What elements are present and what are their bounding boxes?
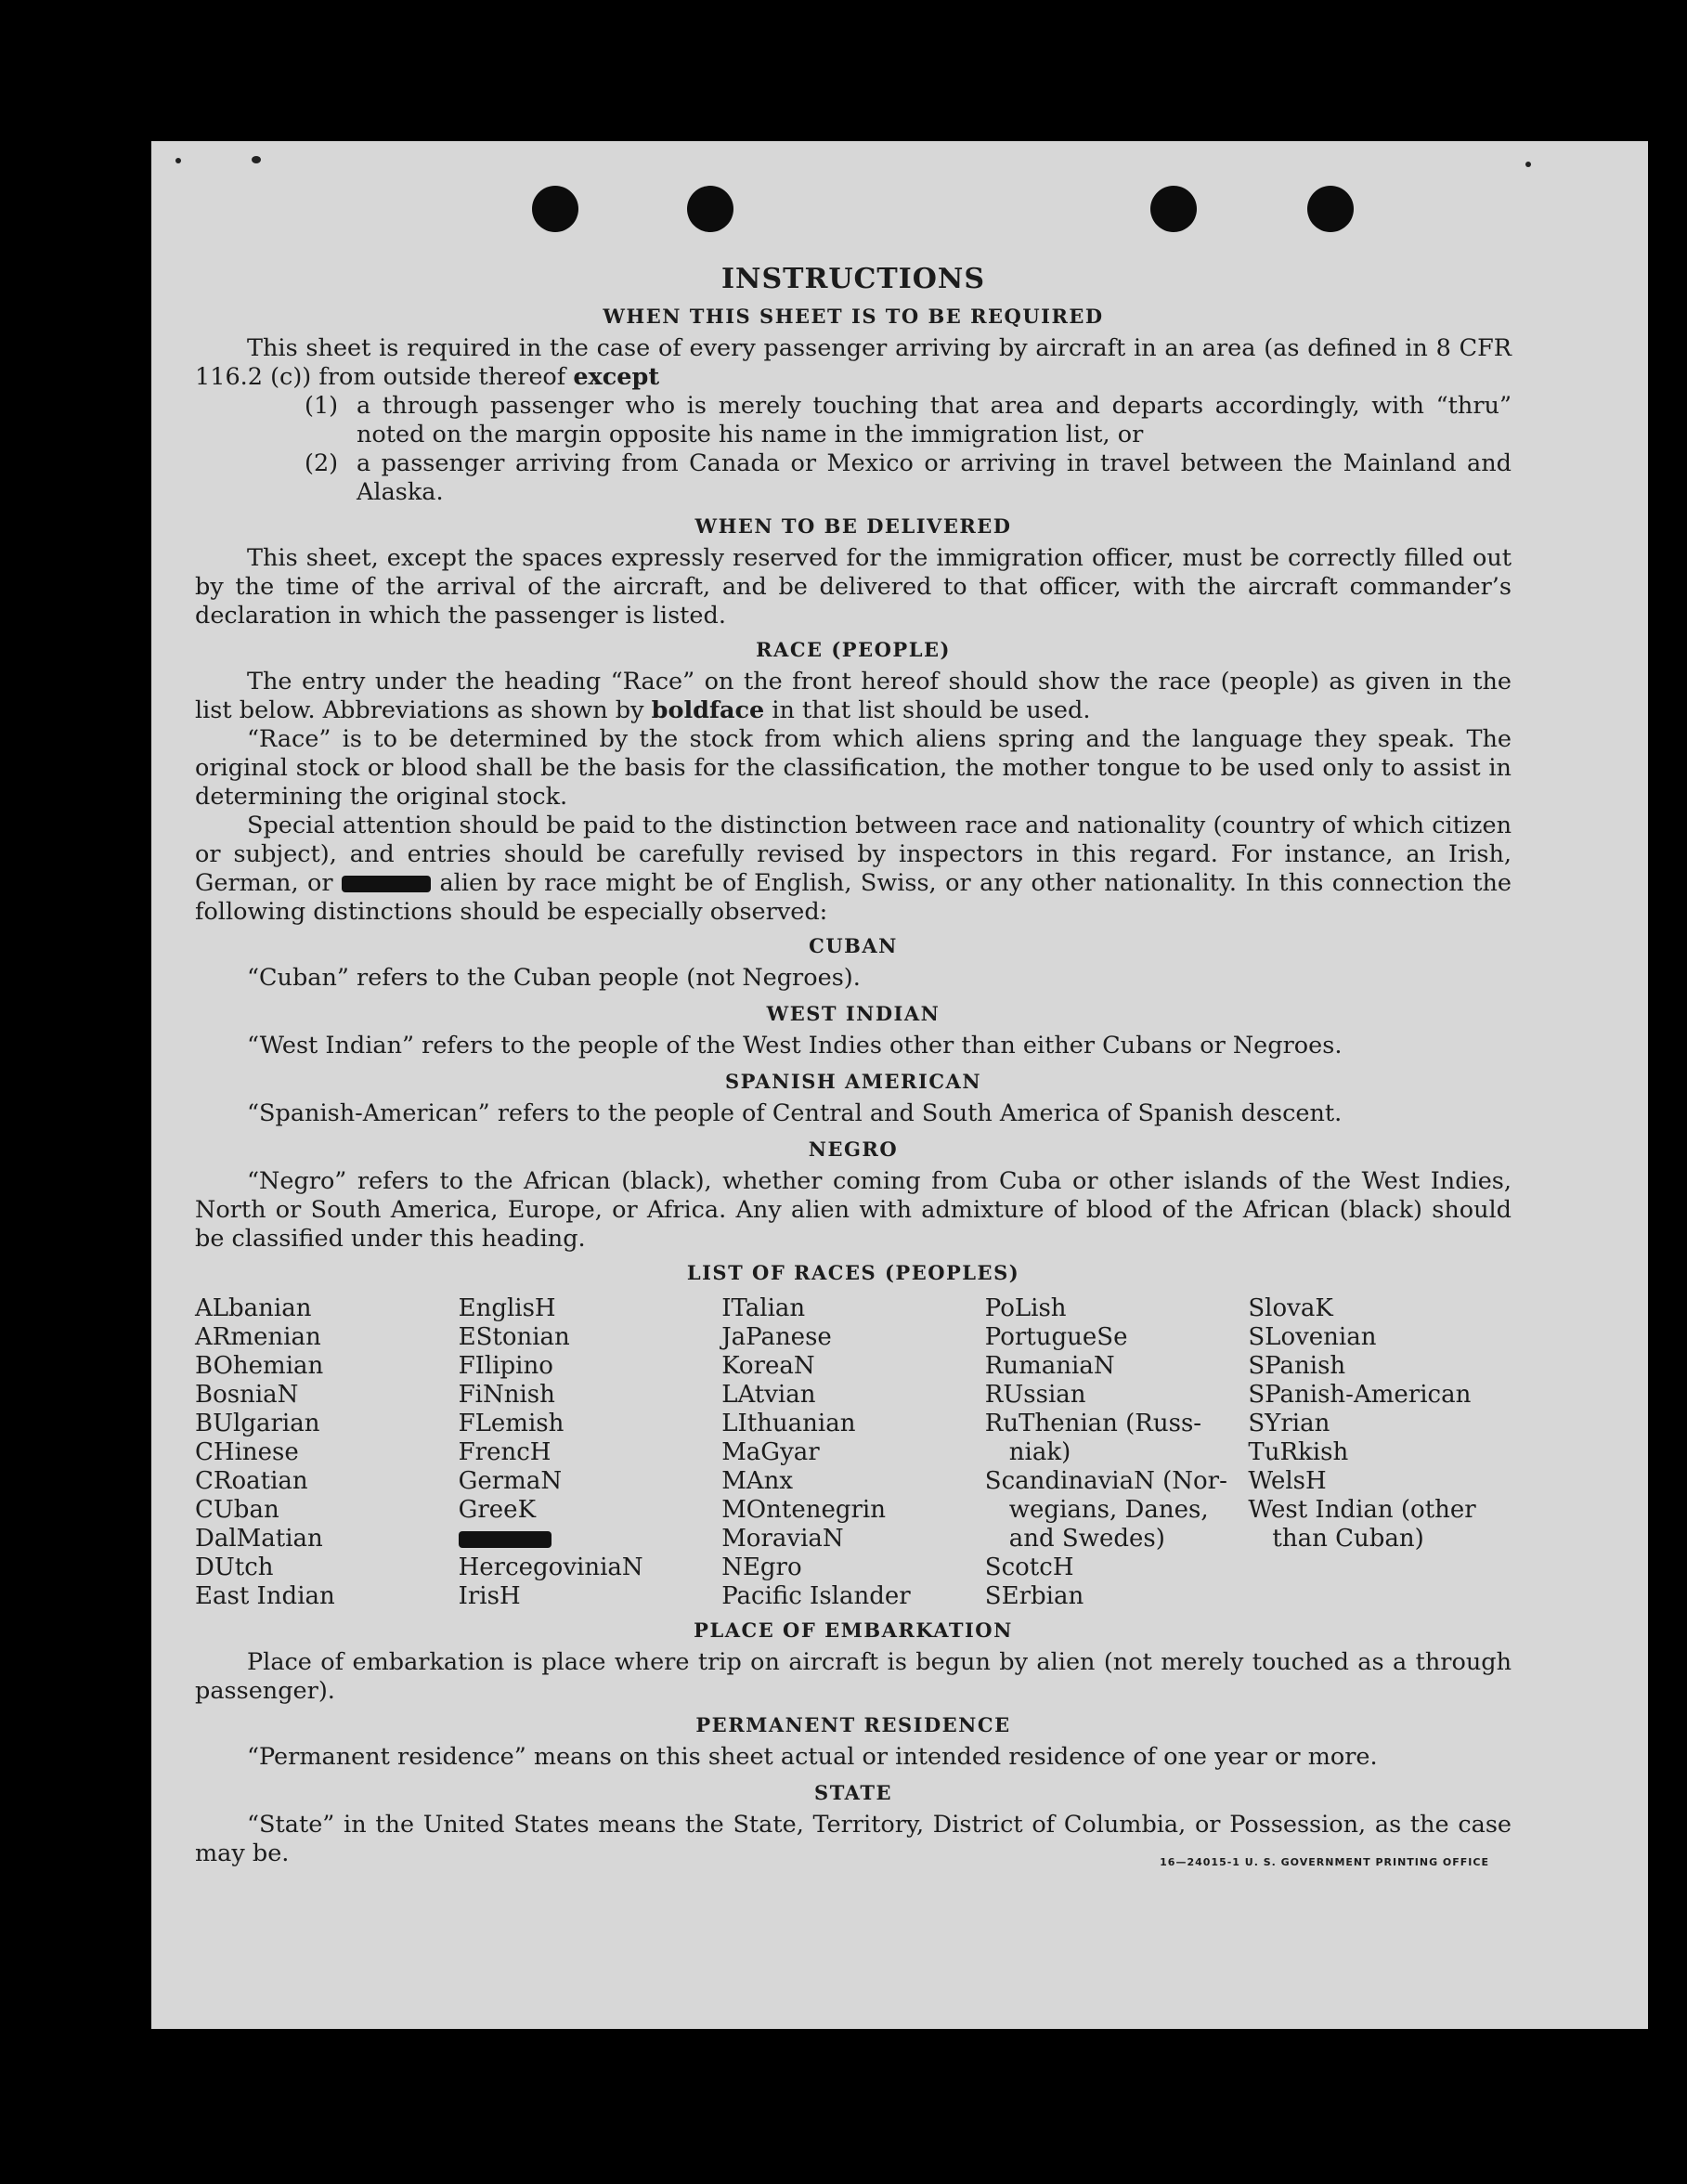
- race-entry: RumaniaN: [984, 1352, 1115, 1380]
- cuban-text: “Cuban” refers to the Cuban people (not Negroes).: [247, 964, 861, 992]
- negro-text: “Negro” refers to the African (black), whether coming from Cuba or other islands of the West Indies, North or South America, Europe, or Africa. Any alien with admixture of blood of the African (black) should be classified under this heading.: [195, 1167, 1512, 1253]
- race-entry: PortugueSe: [984, 1323, 1128, 1351]
- page-title: INSTRUCTIONS: [721, 263, 985, 295]
- printer-mark: 16—24015-1 U. S. GOVERNMENT PRINTING OFFICE: [1160, 1856, 1489, 1868]
- race-entry: CUban: [195, 1496, 279, 1524]
- race-entry: SPanish-American: [1248, 1381, 1472, 1409]
- race-entry: SErbian: [984, 1582, 1084, 1610]
- race-entry: PoLish: [984, 1294, 1067, 1322]
- race-entry: MOntenegrin: [721, 1496, 886, 1524]
- race-entry: RUssian: [984, 1381, 1086, 1409]
- punch-hole: [532, 186, 578, 232]
- race-entry: JaPanese: [721, 1323, 832, 1351]
- race-paragraph-2: “Race” is to be determined by the stock from which aliens spring and the language they speak. The original stock or blood shall be the basis for the classification, the mother tongue to be used only to assist in determining the original stock.: [195, 725, 1512, 811]
- race-entry: SlovaK: [1248, 1294, 1333, 1322]
- race-entry: MaGyar: [721, 1438, 820, 1466]
- race-entry: GermaN: [458, 1467, 563, 1495]
- punch-hole: [687, 186, 733, 232]
- race-entry: KoreaN: [721, 1352, 815, 1380]
- race-entry: FiNnish: [458, 1381, 555, 1409]
- race-entry: BUlgarian: [195, 1410, 320, 1437]
- race-entry: FLemish: [458, 1410, 564, 1437]
- race-entry: CRoatian: [195, 1467, 308, 1495]
- race-entry: and Swedes): [1008, 1525, 1165, 1553]
- heading-cuban: CUBAN: [809, 934, 898, 957]
- race-entry: DalMatian: [195, 1525, 323, 1553]
- heading-negro: NEGRO: [808, 1138, 899, 1161]
- race-entry: SYrian: [1248, 1410, 1330, 1437]
- race-entry: ALbanian: [195, 1294, 312, 1322]
- races-column: [985, 1294, 1249, 1611]
- race-entry: DUtch: [195, 1554, 274, 1581]
- punch-hole: [1307, 186, 1354, 232]
- heading-state: STATE: [814, 1781, 892, 1804]
- speck: [252, 156, 261, 163]
- heading-race: RACE (PEOPLE): [756, 638, 951, 661]
- race-entry: niak): [1008, 1438, 1071, 1466]
- race-entry: LIthuanian: [721, 1410, 856, 1437]
- race-entry: East Indian: [195, 1582, 335, 1610]
- spanish-american-text: “Spanish-American” refers to the people of Central and South America of Spanish descent.: [247, 1099, 1343, 1127]
- heading-delivered: WHEN TO BE DELIVERED: [694, 514, 1012, 538]
- race-entry: SLovenian: [1248, 1323, 1377, 1351]
- race-entry: EStonian: [458, 1323, 570, 1351]
- races-column: [721, 1294, 985, 1611]
- race-entry: CHinese: [195, 1438, 299, 1466]
- race-entry: LAtvian: [721, 1381, 816, 1409]
- race-paragraph-1: The entry under the heading “Race” on the front hereof should show the race (people) as given in the list below. Abbreviations as shown by boldface in that list should be used.: [195, 668, 1512, 724]
- race-entry: BosniaN: [195, 1381, 299, 1409]
- race-entry: FrencH: [458, 1438, 552, 1466]
- race-entry: BOhemian: [195, 1352, 324, 1380]
- heading-west-indian: WEST INDIAN: [766, 1002, 941, 1025]
- race-entry: ARmenian: [195, 1323, 321, 1351]
- heading-embarkation: PLACE OF EMBARKATION: [694, 1618, 1013, 1642]
- race-entry: FIlipino: [458, 1352, 553, 1380]
- document-sheet: [151, 141, 1648, 2029]
- heading-residence: PERMANENT RESIDENCE: [695, 1713, 1011, 1736]
- race-entry: [459, 1525, 722, 1554]
- residence-text: “Permanent residence” means on this sheet actual or intended residence of one year or more.: [247, 1743, 1378, 1771]
- race-entry: RuThenian (Russ-: [984, 1410, 1202, 1437]
- list-item: (1) a through passenger who is merely touching that area and departs accordingly, with “thru” noted on the margin opposite his name in the immigration list, or: [305, 392, 1512, 448]
- west-indian-text: “West Indian” refers to the people of the West Indies other than either Cubans or Negroes.: [247, 1032, 1343, 1060]
- list-item: (2) a passenger arriving from Canada or Mexico or arriving in travel between the Mainland and Alaska.: [305, 449, 1512, 506]
- race-entry: EnglisH: [458, 1294, 556, 1322]
- race-entry: SPanish: [1248, 1352, 1346, 1380]
- punch-hole: [1150, 186, 1197, 232]
- race-entry: IrisH: [458, 1582, 521, 1610]
- race-entry: than Cuban): [1272, 1525, 1424, 1553]
- race-entry: wegians, Danes,: [1008, 1496, 1209, 1524]
- races-list: [195, 1294, 1512, 1611]
- speck: [175, 158, 181, 163]
- race-entry: ScotcH: [984, 1554, 1074, 1581]
- heading-required: WHEN THIS SHEET IS TO BE REQUIRED: [603, 305, 1104, 328]
- race-entry: HercegoviniaN: [458, 1554, 643, 1581]
- race-entry: ScandinaviaN (Nor-: [984, 1467, 1227, 1495]
- race-entry: NEgro: [721, 1554, 802, 1581]
- races-column: [459, 1294, 722, 1611]
- race-entry: GreeK: [458, 1496, 536, 1524]
- race-entry: TuRkish: [1248, 1438, 1349, 1466]
- instructions-content: [195, 262, 1512, 1877]
- race-paragraph-3: Special attention should be paid to the distinction between race and nationality (country of which citizen or subject), and entries should be carefully revised by inspectors in this regard. For instance, an Irish, German, or alien by race might be of English, Swiss, or any other nationality. In this connection the following distinctions should be especially observed:: [195, 812, 1512, 926]
- redaction-mark: [459, 1531, 552, 1548]
- speck: [1525, 162, 1531, 167]
- races-column: [1248, 1294, 1512, 1611]
- race-entry: WelsH: [1248, 1467, 1327, 1495]
- delivered-text: This sheet, except the spaces expressly reserved for the immigration officer, must be correctly filled out by the time of the arrival of the aircraft, and be delivered to that officer, with the aircraft commander’s declaration in which the passenger is listed.: [195, 544, 1512, 630]
- heading-spanish-american: SPANISH AMERICAN: [724, 1070, 982, 1093]
- redaction-mark: [342, 876, 431, 892]
- heading-races-list: LIST OF RACES (PEOPLES): [686, 1261, 1020, 1284]
- state-text: “State” in the United States means the State, Territory, District of Columbia, or Possession, as the case may be.: [195, 1811, 1512, 1867]
- races-column: [195, 1294, 459, 1611]
- race-entry: Pacific Islander: [721, 1582, 911, 1610]
- embarkation-text: Place of embarkation is place where trip on aircraft is begun by alien (not merely touched as a through passenger).: [195, 1648, 1512, 1705]
- race-entry: ITalian: [721, 1294, 806, 1322]
- required-intro: This sheet is required in the case of every passenger arriving by aircraft in an area (as defined in 8 CFR 116.2 (c)) from outside thereof except: [195, 334, 1512, 391]
- race-entry: MoraviaN: [721, 1525, 844, 1553]
- race-entry: West Indian (other: [1248, 1496, 1476, 1524]
- race-entry: MAnx: [721, 1467, 793, 1495]
